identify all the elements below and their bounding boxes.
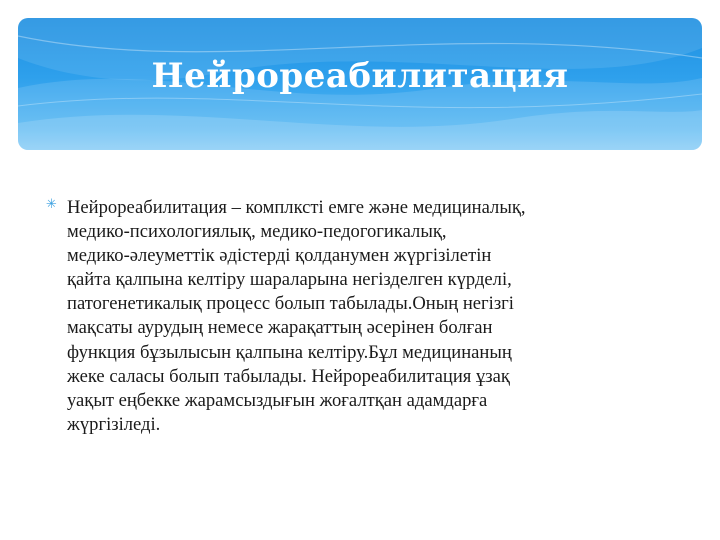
body-line: функция бұзылысын қалпына келтіру.Бұл медицинаның	[67, 341, 512, 363]
body-line: жеке саласы болып табылады. Нейрореабилитация ұзақ	[67, 365, 510, 387]
body-line: мақсаты аурудың немесе жарақаттың әсерінен болған	[67, 317, 493, 339]
body-line: медико-психологиялық, медико-педогогикалық,	[67, 221, 447, 243]
content-area	[46, 196, 656, 437]
body-line: жүргізіледі.	[67, 413, 161, 435]
body-line: патогенетикалық процесс болып табылады.Оның негізгі	[67, 293, 514, 315]
body-line: қайта қалпына келтіру шараларына негізделген күрделі,	[67, 269, 512, 291]
slide-title: Нейрореабилитация	[151, 56, 569, 96]
asterisk-icon: ✳	[46, 197, 57, 212]
body-line: Нейрореабилитация – комплксті емге және медициналық,	[67, 197, 526, 218]
body-line: медико-әлеуметтік әдістерді қолданумен жүргізілетін	[67, 245, 492, 267]
body-line: уақыт еңбекке жарамсыздығын жоғалтқан адамдарға	[67, 389, 488, 411]
bullet-item	[46, 196, 656, 437]
bullet-text	[67, 196, 656, 437]
